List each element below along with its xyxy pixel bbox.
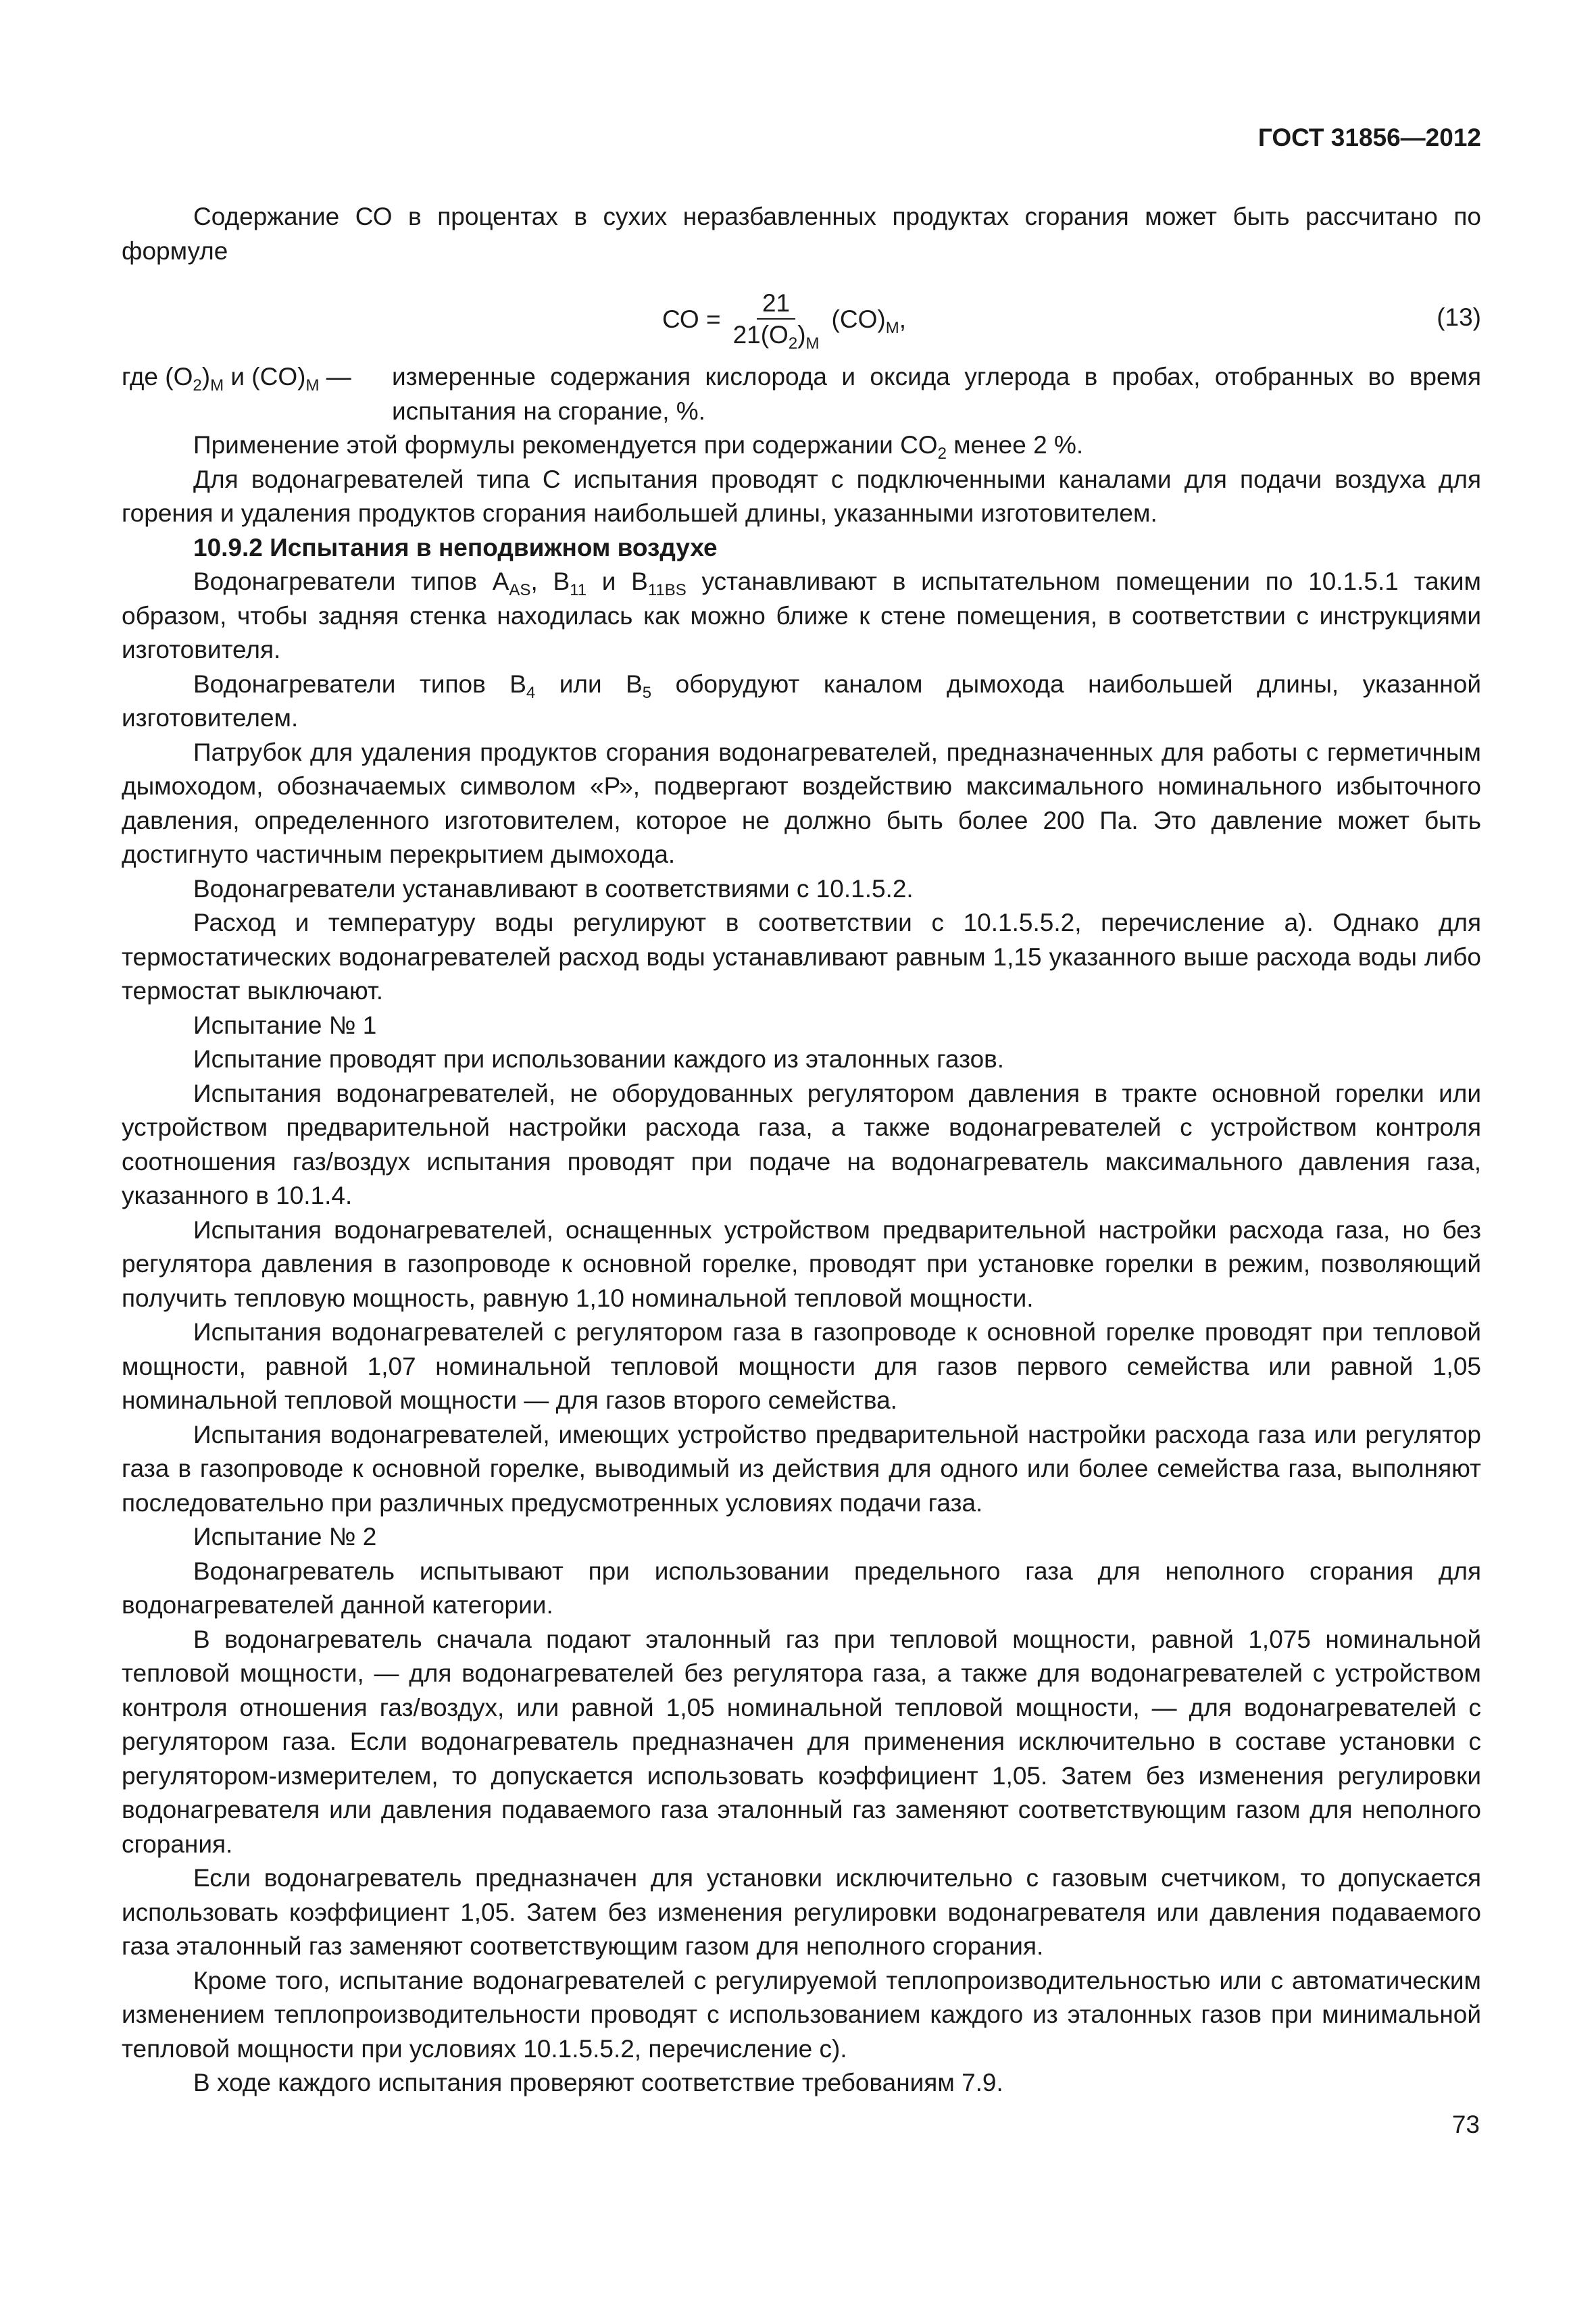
b4-text-a: Водонагреватели типов B: [193, 670, 526, 698]
denominator-sub-m: M: [805, 334, 820, 353]
test-heading: Испытание № 2: [193, 1523, 377, 1551]
legend-term-a: где (O: [122, 363, 193, 391]
formula-number: (13): [1437, 303, 1481, 331]
paragraph: Водонагреватели устанавливают в соответствиями с 10.1.5.2.: [193, 874, 914, 903]
legend-term-a-sub-m: M: [210, 376, 224, 395]
paragraph-type-c: Для водонагревателей типа С испытания проводят с подключенными каналами для подачи воздуха для горения и удаления продуктов сгорания наибольшей длины, указанными изготовителем.: [122, 465, 1481, 527]
test-heading: Испытание № 1: [193, 1011, 377, 1039]
co2-text-b: менее 2 %.: [946, 431, 1084, 459]
paragraph-types-installation: [122, 565, 1481, 668]
paragraph: Испытания водонагревателей, оснащенных устройством предварительной настройки расхода газа, но без регулятора давления в газопроводе к основной горелке, проводят при установке горелки в режим, позволяющий получить тепловую мощность, равную 1,10 номинальной тепловой мощности.: [122, 1215, 1481, 1312]
paragraph: Расход и температуру воды регулируют в соответствии с 10.1.5.5.2, перечисление а). Однако для термостатических водонагревателей расход воды устанавливают равным 1,15 указанного выше расхода воды либо термостат выключают.: [122, 909, 1481, 1005]
legend-dash: —: [319, 363, 351, 391]
co2-sub: 2: [937, 445, 947, 463]
paragraph: Если водонагреватель предназначен для установки исключительно с газовым счетчиком, то допускается использовать коэффициент 1,05. Затем без изменения регулировки водонагревателя или давления подаваемого газа эталонный газ заменяют соответствующим газом для неполного сгорания.: [122, 1864, 1481, 1960]
formula-fraction: [728, 288, 825, 351]
document-body: [122, 200, 1481, 2101]
types-sub-11: 11: [570, 581, 587, 599]
paragraph: Испытания водонагревателей, имеющих устройство предварительной настройки расхода газа или регулятор газа в газопроводе к основной горелке, выводимый из действия для одного или более семейства газа, выполняют последовательно при различных предусмотренных условиях подачи газа.: [122, 1420, 1481, 1517]
section-heading: 10.9.2 Испытания в неподвижном воздухе: [193, 533, 718, 561]
paragraph: Патрубок для удаления продуктов сгорания водонагревателей, предназначенных для работы с герметичным дымоходом, обозначаемых символом «Р», подвергают воздействию максимального номинального избыточного давления, определенного изготовителем, которое не должно быть более 200 Па. Это давление может быть достигнуто частичным перекрытием дымохода.: [122, 738, 1481, 868]
b5-sub: 5: [642, 683, 652, 702]
paragraph: Испытания водонагревателей, не оборудованных регулятором давления в тракте основной горелки или устройством предварительной настройки расхода газа, а также водонагревателей с устройством контроля соотношения газ/воздух испытания проводят при подаче на водонагреватель максимального давления газа, указанного в 10.1.4.: [122, 1079, 1481, 1209]
denominator-text: 21(O: [732, 321, 789, 349]
co2-text-a: Применение этой формулы рекомендуется при содержании CO: [193, 431, 938, 459]
factor-sub: M: [885, 318, 899, 337]
legend-definition: измеренные содержания кислорода и оксида углерода в пробах, отобранных во время испытания на сгорание, %.: [392, 363, 1481, 425]
formula-legend: [122, 360, 1481, 428]
denominator-sub: 2: [788, 334, 798, 353]
legend-term: [122, 360, 392, 428]
types-text-a: Водонагреватели типов A: [193, 568, 509, 595]
formula-factor: [832, 303, 906, 337]
paragraph: Испытание проводят при использовании каждого из эталонных газов.: [193, 1045, 1005, 1073]
legend-term-a-close: ): [201, 363, 211, 391]
paragraph-co2: [122, 428, 1481, 463]
legend-term-a-sub: 2: [193, 376, 202, 395]
types-sub-11bs: 11BS: [647, 581, 687, 599]
legend-term-b: и (CO): [224, 363, 306, 391]
formula-13: [122, 268, 1481, 360]
paragraph: В ходе каждого испытания проверяют соответствие требованиям 7.9.: [193, 2069, 1003, 2096]
b4-text-b: или B: [535, 670, 643, 698]
denominator-close: ): [797, 321, 806, 349]
paragraph: Кроме того, испытание водонагревателей с регулируемой теплопроизводительностью или с автоматическим изменением теплопроизводительности проводят с использованием каждого из эталонных газов при минимальной тепловой мощности при условиях 10.1.5.5.2, перечисление с).: [122, 1966, 1481, 2063]
factor-comma: ,: [899, 305, 906, 333]
paragraph: Водонагреватель испытывают при использовании предельного газа для неполного сгорания для водонагревателей данной категории.: [122, 1557, 1481, 1619]
b4-text-c: оборудуют каналом дымохода наибольшей длины, указанной изготовителем.: [122, 670, 1481, 732]
paragraph-b4-b5: [122, 668, 1481, 736]
paragraph: Испытания водонагревателей с регулятором газа в газопроводе к основной горелке проводят при тепловой мощности, равной 1,07 номинальной тепловой мощности для газов первого семейства или равной 1,05 номинальной тепловой мощности — для газов второго семейства.: [122, 1318, 1481, 1414]
formula-lhs: СО =: [662, 305, 721, 333]
paragraph: В водонагреватель сначала подают эталонный газ при тепловой мощности, равной 1,075 номинальной тепловой мощности, — для водонагревателей без регулятора газа, а также для водонагревателей с устройством контроля отношения газ/воздух, или равной 1,05 номинальной тепловой мощности, — для водонагревателей с регулятором газа. Если водонагреватель предназначен для применения исключительно в составе установки с регулятором-измерителем, то допускается использовать коэффициент 1,05. Затем без изменения регулировки водонагревателя или давления подаваемого газа эталонный газ заменяют соответствующим газом для неполного сгорания.: [122, 1625, 1481, 1858]
standard-header: ГОСТ 31856—2012: [1257, 124, 1481, 151]
types-sub-as: AS: [509, 581, 531, 599]
types-text-b: , B: [530, 568, 570, 595]
b4-sub: 4: [526, 683, 536, 702]
page-number: 73: [1451, 2111, 1480, 2138]
types-text-c: и B: [587, 568, 648, 595]
legend-term-b-sub: M: [305, 376, 320, 395]
formula-expression: [662, 288, 906, 351]
formula-numerator: 21: [757, 288, 795, 320]
factor-text: (CO): [831, 305, 886, 333]
formula-denominator: [728, 320, 825, 351]
types-text-d: устанавливают в испытательном помещении по 10.1.5.1 таким образом, чтобы задняя стенка находилась как можно ближе к стене помещения, в соответствии с инструкциями изготовителя.: [122, 568, 1481, 663]
intro-paragraph: Содержание СО в процентах в сухих неразбавленных продуктах сгорания может быть рассчитано по формуле: [122, 203, 1481, 265]
